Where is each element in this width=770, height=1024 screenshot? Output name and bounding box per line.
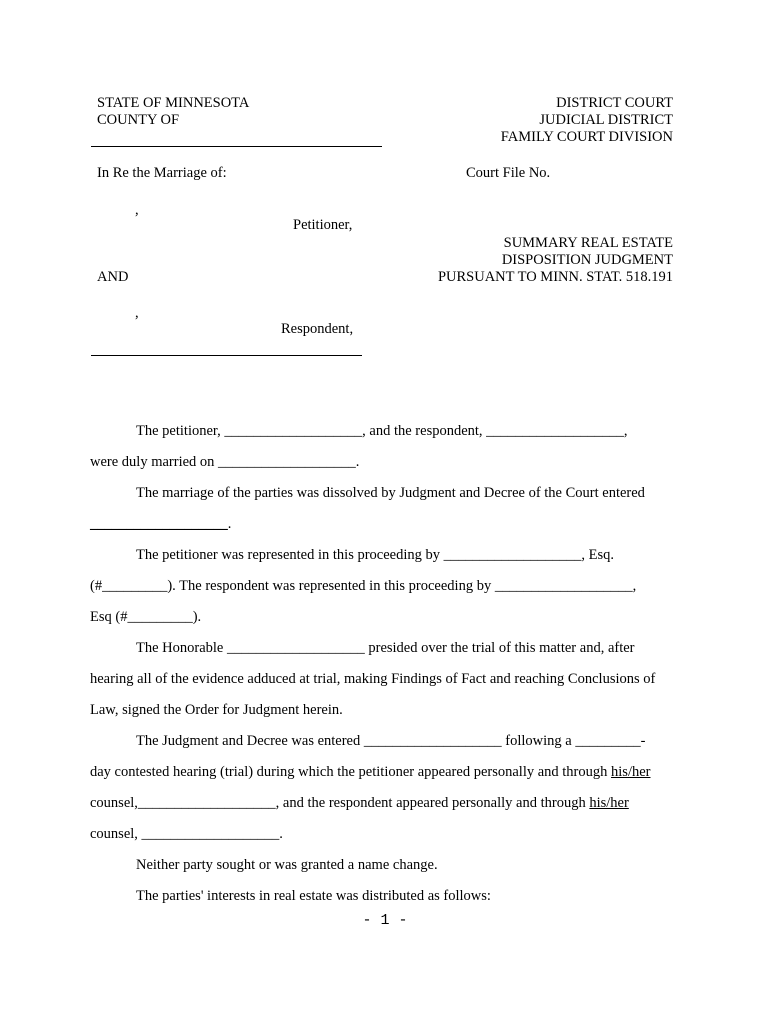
paragraph-counsel-line-3: Esq (#_________). [90, 609, 202, 625]
entry-date-blank: ___________________ [90, 516, 228, 532]
district-heading: JUDICIAL DISTRICT [539, 112, 673, 128]
in-re-label: In Re the Marriage of: [97, 165, 227, 181]
state-heading: STATE OF MINNESOTA [97, 95, 250, 111]
court-file-label: Court File No. [466, 165, 551, 181]
paragraph-hearing-line-3 [90, 795, 629, 812]
paragraph-counsel-line-2: (#_________). The respondent was represented in this proceeding by ___________________, [90, 578, 637, 594]
his-her-underlined: his/her [611, 764, 651, 780]
document-title-line-3: PURSUANT TO MINN. STAT. 518.191 [437, 269, 673, 285]
respondent-label: Respondent, [281, 321, 354, 337]
hearing-line-3-text: counsel,___________________, and the respondent appeared personally and through [90, 795, 590, 811]
petitioner-label: Petitioner, [293, 217, 353, 233]
division-heading: FAMILY COURT DIVISION [500, 129, 673, 145]
paragraph-name-change: Neither party sought or was granted a name change. [136, 857, 438, 873]
paragraph-hearing-line-4: counsel, ___________________. [90, 826, 283, 842]
paragraph-dissolution-line-2 [90, 516, 231, 533]
hearing-line-2-text: day contested hearing (trial) during which the petitioner appeared personally and through [90, 764, 612, 780]
paragraph-counsel-line-1: The petitioner was represented in this proceeding by ___________________, Esq. [136, 547, 614, 563]
entry-date-period: . [227, 516, 232, 532]
paragraph-dissolution-line-1: The marriage of the parties was dissolved by Judgment and Decree of the Court entered [136, 485, 645, 501]
paragraph-judge-line-3: Law, signed the Order for Judgment herein. [90, 702, 343, 718]
petitioner-name-comma: , [135, 202, 139, 218]
and-label: AND [97, 269, 129, 285]
paragraph-judge-line-1: The Honorable ___________________ presided over the trial of this matter and, after [136, 640, 635, 656]
county-rule [91, 146, 382, 147]
paragraph-parties-line-1: The petitioner, ___________________, and the respondent, ___________________, [136, 423, 628, 439]
paragraph-real-estate: The parties' interests in real estate was distributed as follows: [136, 888, 491, 904]
court-heading: DISTRICT COURT [556, 95, 673, 111]
paragraph-hearing-line-2 [90, 764, 651, 781]
document-title-line-1: SUMMARY REAL ESTATE [503, 235, 673, 251]
paragraph-judge-line-2: hearing all of the evidence adduced at trial, making Findings of Fact and reaching Conclusions of [90, 671, 656, 687]
paragraph-parties-line-2: were duly married on ___________________. [90, 454, 360, 470]
respondent-name-comma: , [135, 305, 139, 321]
county-heading: COUNTY OF [97, 112, 180, 128]
page-number: - 1 - [362, 912, 408, 929]
his-her-underlined: his/her [589, 795, 629, 811]
document-title-line-2: DISPOSITION JUDGMENT [501, 252, 673, 268]
paragraph-hearing-line-1: The Judgment and Decree was entered ___________________ following a _________- [136, 733, 646, 749]
caption-bottom-rule [91, 355, 362, 356]
